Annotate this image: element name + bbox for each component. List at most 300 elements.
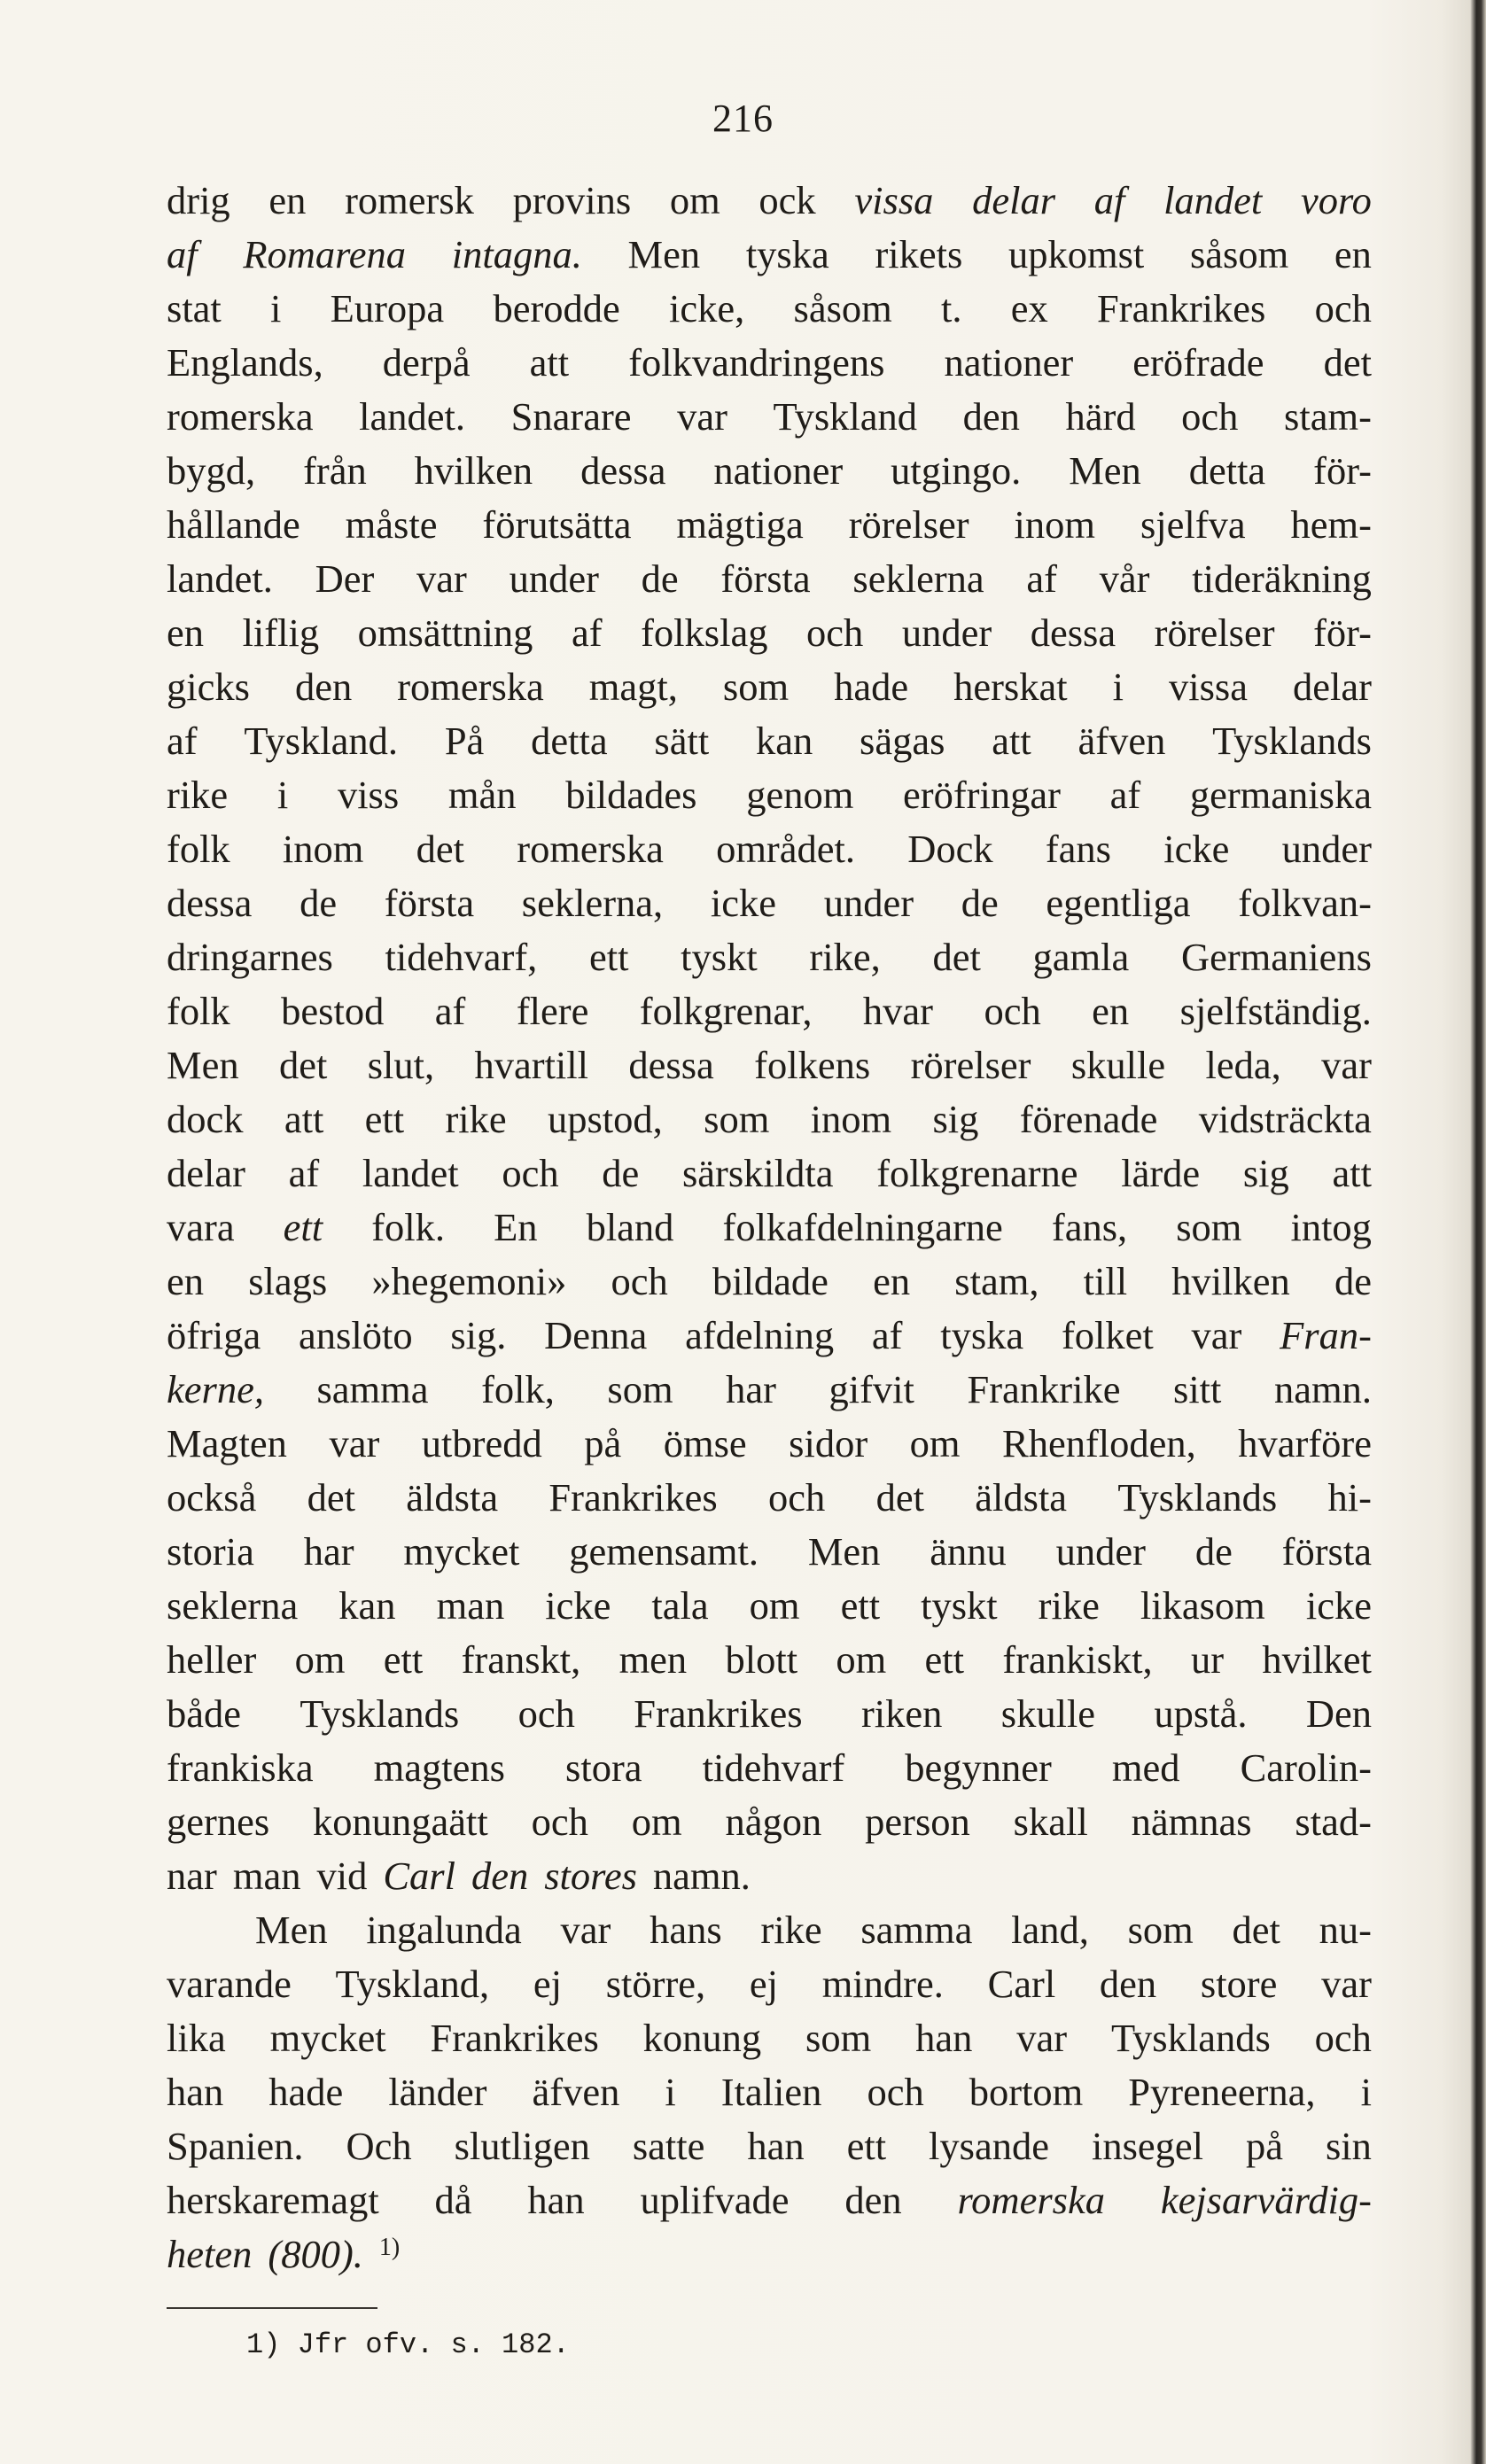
- text-line: [167, 1741, 1372, 1795]
- word: af: [288, 1151, 320, 1195]
- word: och: [867, 2070, 924, 2114]
- text-line: [167, 1201, 1372, 1255]
- word: om: [669, 178, 720, 222]
- word: under: [1055, 1529, 1146, 1574]
- word: som: [1176, 1205, 1242, 1249]
- word: icke,: [669, 286, 745, 330]
- word: ex: [1010, 286, 1048, 330]
- word: fans: [1045, 827, 1111, 871]
- word: derpå: [382, 340, 471, 385]
- word: rörelser: [1154, 610, 1275, 655]
- word: folkgrenar,: [639, 989, 813, 1033]
- word: folkafdelningarne: [722, 1205, 1003, 1249]
- word: och: [984, 989, 1041, 1033]
- word: skulle: [1070, 1043, 1166, 1087]
- text-line: [167, 174, 1372, 228]
- word: vissa: [854, 178, 934, 222]
- word: inom: [810, 1097, 892, 1141]
- word: kan: [338, 1583, 396, 1628]
- word: han: [915, 2016, 973, 2060]
- word: af: [1093, 178, 1125, 222]
- word: vid: [316, 1854, 368, 1898]
- word: nationer: [713, 448, 844, 493]
- word: och: [806, 610, 864, 655]
- word: äfven: [1078, 719, 1166, 763]
- word: första: [1281, 1529, 1372, 1574]
- word: tidehvarf,: [385, 935, 538, 979]
- word: under: [901, 610, 992, 655]
- body-text: [167, 174, 1372, 2281]
- word: gemensamt.: [569, 1529, 759, 1574]
- page-number: 216: [712, 97, 774, 140]
- word: det: [875, 1475, 924, 1520]
- word: om: [631, 1799, 682, 1844]
- word: hi-: [1327, 1475, 1372, 1520]
- word: i: [1360, 2070, 1372, 2114]
- word: uplifvade: [640, 2178, 790, 2222]
- text-line: [167, 1309, 1372, 1363]
- word: Italien: [720, 2070, 822, 2114]
- text-line: [167, 714, 1372, 768]
- word: var: [1321, 1962, 1372, 2006]
- text-line: [167, 984, 1372, 1038]
- word: frankiska: [167, 1745, 314, 1790]
- word: under: [1281, 827, 1372, 871]
- word: var: [416, 556, 467, 601]
- word: romerska: [397, 665, 544, 709]
- text-line: [167, 282, 1372, 336]
- word: stad-: [1295, 1799, 1372, 1844]
- word: ur: [1190, 1637, 1225, 1682]
- word: var: [1191, 1313, 1242, 1357]
- word: seklerna,: [521, 881, 664, 925]
- word: och: [517, 1691, 575, 1736]
- word: bildades: [565, 773, 697, 817]
- footnote-marker: 1): [378, 2234, 401, 2261]
- word: hade: [268, 2070, 344, 2114]
- word: af: [167, 232, 198, 276]
- word: satte: [632, 2124, 705, 2168]
- word: genom: [746, 773, 854, 817]
- word: stores: [544, 1854, 637, 1898]
- word: den: [471, 1854, 529, 1898]
- word: tyska: [940, 1313, 1024, 1357]
- word: äldsta: [975, 1475, 1068, 1520]
- word: skall: [1013, 1799, 1088, 1844]
- word: han: [527, 2178, 585, 2222]
- word: dessa: [167, 881, 253, 925]
- word: Romarena: [243, 232, 407, 276]
- word: »hegemoni»: [371, 1259, 567, 1303]
- word: folk: [167, 989, 230, 1033]
- word: landet: [362, 1151, 459, 1195]
- word: utbredd: [421, 1421, 542, 1465]
- word: tideräkning: [1192, 556, 1372, 601]
- text-line: [167, 1579, 1372, 1633]
- word: på: [1245, 2124, 1283, 2168]
- word: icke: [1163, 827, 1230, 871]
- word: den: [294, 665, 353, 709]
- word: Men: [1069, 448, 1141, 493]
- word: lika: [167, 2016, 226, 2060]
- text-line: [167, 1417, 1372, 1471]
- word: öfriga: [167, 1313, 261, 1357]
- word: Carl: [383, 1854, 455, 1898]
- word: anslöto: [299, 1313, 413, 1357]
- word: [379, 2227, 400, 2281]
- word: rike,: [809, 935, 881, 979]
- word: och: [768, 1475, 826, 1520]
- word: varande: [167, 1962, 292, 2006]
- word: store: [1200, 1962, 1278, 2006]
- word: folkvandringens: [628, 340, 885, 385]
- word: såsom: [1189, 232, 1289, 276]
- word: den: [962, 394, 1020, 439]
- text-line: [167, 2065, 1372, 2119]
- word: Europa: [330, 286, 445, 330]
- word: nationer: [944, 340, 1074, 385]
- word: Snarare: [510, 394, 632, 439]
- word: det: [416, 827, 465, 871]
- word: ett: [924, 1637, 965, 1682]
- word: de: [961, 881, 999, 925]
- word: romersk: [345, 178, 474, 222]
- word: Spanien.: [167, 2124, 304, 2168]
- word: Tysklands: [300, 1691, 460, 1736]
- word: de: [1194, 1529, 1233, 1574]
- word: Tyskland.: [244, 719, 399, 763]
- word: i: [1112, 665, 1124, 709]
- word: bildade: [712, 1259, 829, 1303]
- word: likasom: [1140, 1583, 1265, 1628]
- word: en: [268, 178, 307, 222]
- word: ömse: [663, 1421, 747, 1465]
- word: sjelfva: [1140, 502, 1246, 547]
- word: ej: [749, 1962, 778, 2006]
- word: konungaätt: [313, 1799, 488, 1844]
- word: folkslag: [641, 610, 768, 655]
- word: som: [607, 1367, 673, 1411]
- word: hade: [834, 665, 909, 709]
- text-line: [167, 498, 1372, 552]
- text-line: [167, 1038, 1372, 1092]
- word: någon: [725, 1799, 822, 1844]
- word: franskt,: [461, 1637, 581, 1682]
- word: han: [747, 2124, 805, 2168]
- word: flere: [516, 989, 589, 1033]
- word: En: [494, 1205, 538, 1249]
- word: det: [932, 935, 981, 979]
- word: stam-: [1284, 394, 1372, 439]
- word: måste: [345, 502, 438, 547]
- word: landet: [1163, 178, 1263, 222]
- word: rike: [760, 1908, 822, 1952]
- word: hvarföre: [1238, 1421, 1372, 1465]
- word: som: [1127, 1908, 1194, 1952]
- word: Men: [167, 1043, 239, 1087]
- word: var: [1016, 2016, 1068, 2060]
- word: ett: [588, 935, 629, 979]
- word: Frankrikes: [548, 1475, 718, 1520]
- word: mycket: [403, 1529, 520, 1574]
- word: första: [384, 881, 475, 925]
- word: magt,: [588, 665, 678, 709]
- word: men: [619, 1637, 688, 1682]
- word: Dock: [907, 827, 993, 871]
- word: af: [1026, 556, 1057, 601]
- word: mycket: [269, 2016, 386, 2060]
- word: slut,: [367, 1043, 435, 1087]
- word: kerne,: [167, 1367, 264, 1411]
- word: riken: [860, 1691, 943, 1736]
- word: inom: [1014, 502, 1096, 547]
- word: de: [641, 556, 679, 601]
- word: man: [436, 1583, 505, 1628]
- word: berodde: [493, 286, 620, 330]
- word: rörelser: [848, 502, 969, 547]
- word: Men: [807, 1529, 881, 1574]
- word: blott: [725, 1637, 798, 1682]
- word: de: [1334, 1259, 1372, 1303]
- text-line: [167, 228, 1372, 282]
- word: var: [1321, 1043, 1372, 1087]
- word: kan: [755, 719, 813, 763]
- word: hållande: [167, 502, 300, 547]
- word: och: [502, 1151, 559, 1195]
- word: mån: [447, 773, 517, 817]
- word: På: [444, 719, 485, 763]
- word: och: [1314, 286, 1372, 330]
- word: landet.: [359, 394, 466, 439]
- text-line: [167, 336, 1372, 390]
- word: både: [167, 1691, 242, 1736]
- word: Englands,: [167, 340, 323, 385]
- word: seklerna: [167, 1583, 299, 1628]
- word: af: [571, 610, 603, 655]
- word: bortom: [969, 2070, 1084, 2114]
- word: första: [720, 556, 811, 601]
- word: och: [1314, 2016, 1372, 2060]
- word: de: [300, 881, 338, 925]
- word: delar: [972, 178, 1056, 222]
- word: från: [303, 448, 367, 493]
- footnote-divider: [167, 2307, 377, 2309]
- word: lärde: [1121, 1151, 1201, 1195]
- word: med: [1111, 1745, 1180, 1790]
- word: namn.: [652, 1854, 751, 1898]
- word: magtens: [373, 1745, 505, 1790]
- word: leda,: [1205, 1043, 1281, 1087]
- word: intagna.: [451, 232, 582, 276]
- text-line: [167, 876, 1372, 930]
- word: dessa: [628, 1043, 714, 1087]
- text-line: [167, 1633, 1372, 1687]
- text-line: [167, 1255, 1372, 1309]
- word: har: [726, 1367, 776, 1411]
- word: förenade: [1019, 1097, 1158, 1141]
- text-line: [167, 1525, 1372, 1579]
- text-line: [167, 1795, 1372, 1849]
- word: romerska: [167, 394, 314, 439]
- word: germaniska: [1189, 773, 1372, 817]
- word: en: [1334, 232, 1372, 276]
- word: rörelser: [910, 1043, 1031, 1087]
- word: ett: [283, 1205, 323, 1249]
- word: seklerna: [852, 556, 984, 601]
- word: bestod: [281, 989, 385, 1033]
- word: om: [836, 1637, 887, 1682]
- word: nu-: [1319, 1908, 1372, 1952]
- word: Magten: [167, 1421, 287, 1465]
- word: stora: [565, 1745, 642, 1790]
- word: gicks: [167, 665, 250, 709]
- word: förutsätta: [482, 502, 632, 547]
- word: den: [844, 2178, 902, 2222]
- page-binding-edge: [1470, 0, 1486, 2464]
- word: hvilken: [1171, 1259, 1290, 1303]
- word: och: [1181, 394, 1239, 439]
- word: mindre.: [821, 1962, 944, 2006]
- word: att: [529, 340, 570, 385]
- word: slags: [248, 1259, 328, 1303]
- word: till: [1083, 1259, 1128, 1303]
- word: folkvan-: [1238, 881, 1372, 925]
- text-line: [167, 444, 1372, 498]
- word: större,: [605, 1962, 706, 2006]
- text-line: [167, 1903, 1372, 1957]
- word: Carolin-: [1240, 1745, 1372, 1790]
- word: nämnas: [1131, 1799, 1252, 1844]
- word: på: [584, 1421, 622, 1465]
- word: delar: [167, 1151, 245, 1195]
- word: Germaniens: [1180, 935, 1372, 979]
- word: mägtiga: [676, 502, 804, 547]
- word: folkgrenarne: [876, 1151, 1078, 1195]
- word: ett: [364, 1097, 405, 1141]
- word: Tysklands: [1212, 719, 1372, 763]
- word: folket: [1061, 1313, 1154, 1357]
- text-line: [167, 768, 1372, 822]
- word: en: [1092, 989, 1130, 1033]
- word: sidor: [789, 1421, 868, 1465]
- word: voro: [1301, 178, 1372, 222]
- word: Carl: [987, 1962, 1056, 2006]
- word: folkens: [754, 1043, 871, 1087]
- word: delar: [1292, 665, 1372, 709]
- word: äldsta: [406, 1475, 499, 1520]
- word: en: [167, 1259, 205, 1303]
- word: Tysklands: [1117, 1475, 1278, 1520]
- word: utgingo.: [891, 448, 1022, 493]
- word: upkomst: [1008, 232, 1145, 276]
- word: man: [232, 1854, 301, 1898]
- word: ännu: [930, 1529, 1007, 1574]
- text-line: [167, 2119, 1372, 2173]
- word: om: [294, 1637, 346, 1682]
- word: såsom: [793, 286, 892, 330]
- word: icke: [710, 881, 776, 925]
- word: folk: [167, 827, 230, 871]
- word: herskat: [953, 665, 1068, 709]
- word: länder: [388, 2070, 487, 2114]
- word: tyskt: [681, 935, 758, 979]
- word: under: [509, 556, 599, 601]
- word: som: [722, 665, 790, 709]
- word: icke: [545, 1583, 611, 1628]
- word: eröfringar: [903, 773, 1061, 817]
- word: dessa: [1030, 610, 1116, 655]
- word: af: [871, 1313, 903, 1357]
- word: sitt: [1173, 1367, 1222, 1411]
- word: det: [278, 1043, 328, 1087]
- word: ett: [846, 2124, 887, 2168]
- word: Den: [1305, 1691, 1372, 1736]
- word: hvilken: [414, 448, 533, 493]
- word: var: [560, 1908, 611, 1952]
- word: storia: [167, 1529, 254, 1574]
- word: rikets: [875, 232, 963, 276]
- text-line: [167, 1957, 1372, 2011]
- word: det: [1323, 340, 1372, 385]
- word: namn.: [1273, 1367, 1372, 1411]
- word: bygd,: [167, 448, 256, 493]
- word: den: [1099, 1962, 1157, 2006]
- word: vissa: [1168, 665, 1248, 709]
- text-line: [167, 660, 1372, 714]
- word: ett: [840, 1583, 881, 1628]
- word: fans,: [1051, 1205, 1128, 1249]
- word: af: [167, 719, 198, 763]
- word: upstod,: [547, 1097, 663, 1141]
- word: konung: [642, 2016, 762, 2060]
- word: de: [602, 1151, 640, 1195]
- word: om: [749, 1583, 800, 1628]
- word: lysande: [929, 2124, 1049, 2168]
- word: intog: [1290, 1205, 1372, 1249]
- word: Der: [315, 556, 375, 601]
- text-line: [167, 822, 1372, 876]
- word: sig: [932, 1097, 979, 1141]
- text-line: [167, 2011, 1372, 2065]
- word: heten: [167, 2232, 253, 2276]
- word: dock: [167, 1097, 244, 1141]
- word: egentliga: [1046, 881, 1191, 925]
- word: rike: [445, 1097, 507, 1141]
- word: tyska: [745, 232, 829, 276]
- word: härd: [1065, 394, 1136, 439]
- word: sägas: [860, 719, 945, 763]
- text-line: [167, 390, 1372, 444]
- word: omsättning: [357, 610, 533, 655]
- word: romerska: [517, 827, 664, 871]
- word: hem-: [1290, 502, 1372, 547]
- word: rike: [167, 773, 229, 817]
- word: detta: [1188, 448, 1266, 493]
- word: att: [1332, 1151, 1372, 1195]
- word: nar: [167, 1854, 217, 1898]
- word: Frankrike: [967, 1367, 1121, 1411]
- word: ock: [759, 178, 816, 222]
- word: sätt: [654, 719, 710, 763]
- word: hans: [650, 1908, 722, 1952]
- word: sig.: [450, 1313, 507, 1357]
- word: om: [909, 1421, 961, 1465]
- word: sig: [1242, 1151, 1289, 1195]
- word: vår: [1099, 556, 1150, 601]
- word: en: [873, 1259, 911, 1303]
- word: i: [276, 773, 289, 817]
- word: vara: [167, 1205, 235, 1249]
